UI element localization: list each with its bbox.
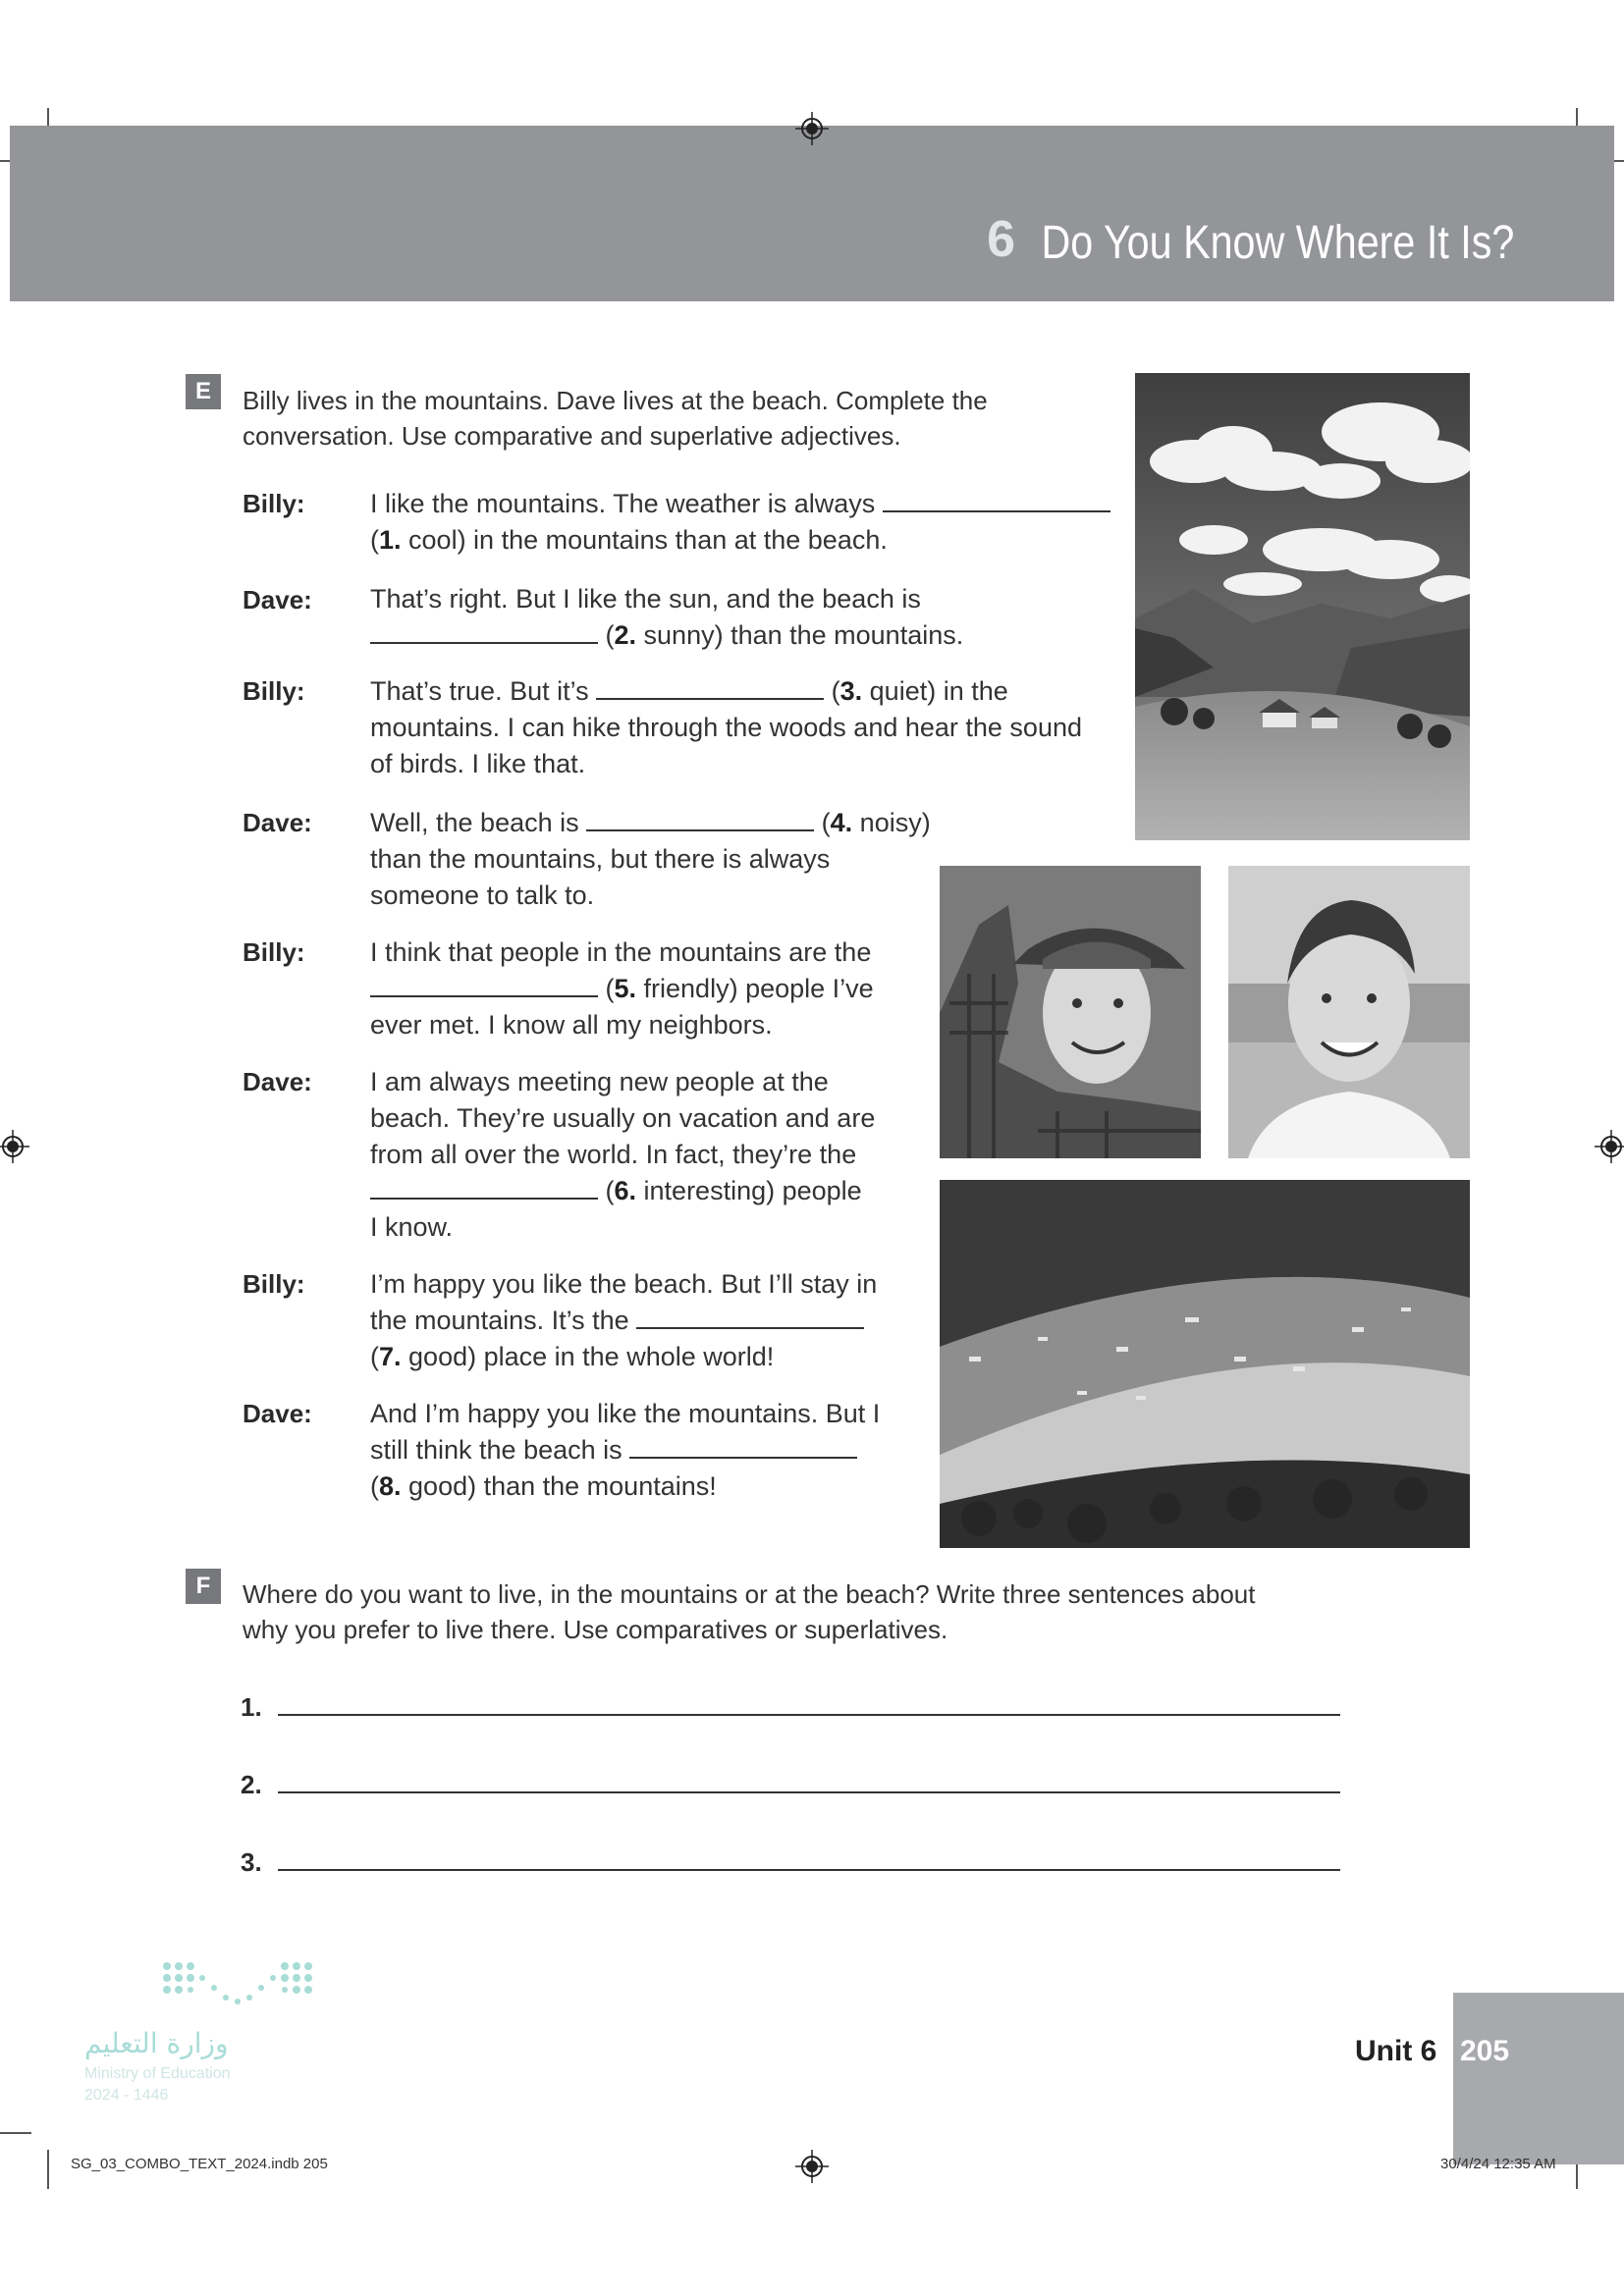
- dialogue-line: someone to talk to.: [370, 881, 595, 910]
- exercise-f-instructions: [243, 1576, 1255, 1647]
- crop-mark: [47, 2150, 49, 2189]
- dialogue-line: the mountains. It’s the: [370, 1303, 864, 1339]
- dialogue-line: That’s right. But I like the sun, and the beach is: [370, 584, 921, 614]
- slug-date: 30/4/24 12:35 AM: [1440, 2156, 1556, 2172]
- dialogue-line: (1. cool) in the mountains than at the beach.: [370, 525, 888, 555]
- answer-blank[interactable]: [370, 974, 598, 997]
- speaker-label: Dave:: [243, 585, 312, 614]
- dialogue-line: I like the mountains. The weather is always: [370, 486, 1110, 522]
- answer-number: 3.: [241, 1847, 262, 1877]
- ministry-logo-english: Ministry of Education: [84, 2065, 231, 2082]
- answer-blank[interactable]: [636, 1306, 864, 1329]
- answer-line[interactable]: [278, 1714, 1340, 1716]
- dialogue-line: (8. good) than the mountains!: [370, 1471, 717, 1501]
- page-number: 205: [1460, 2035, 1510, 2067]
- dave-portrait-photo: [1228, 866, 1470, 1158]
- speaker-label: Billy:: [243, 1269, 305, 1299]
- answer-blank[interactable]: [883, 489, 1110, 512]
- beach-aerial-photo: [940, 1180, 1470, 1548]
- dialogue-line: (7. good) place in the whole world!: [370, 1342, 775, 1371]
- dialogue-line: still think the beach is: [370, 1432, 857, 1468]
- answer-blank[interactable]: [629, 1435, 857, 1459]
- exercise-e-instructions: [243, 383, 988, 454]
- answer-line[interactable]: [278, 1791, 1340, 1793]
- unit-label: Unit 6: [1355, 2035, 1437, 2067]
- ministry-logo-icon: [157, 1958, 324, 2017]
- answer-line[interactable]: [278, 1869, 1340, 1871]
- answer-blank[interactable]: [370, 1176, 598, 1200]
- speaker-label: Dave:: [243, 1399, 312, 1428]
- mountain-landscape-photo: [1135, 373, 1470, 840]
- answer-blank[interactable]: [370, 620, 598, 644]
- billy-portrait-photo: [940, 866, 1201, 1158]
- dialogue-line: than the mountains, but there is always: [370, 844, 831, 874]
- speaker-label: Billy:: [243, 937, 305, 967]
- answer-number: 1.: [241, 1692, 262, 1722]
- exercise-f-badge: F: [186, 1569, 221, 1604]
- instruction-line: conversation. Use comparative and superlative adjectives.: [243, 421, 901, 451]
- answer-blank[interactable]: [596, 676, 824, 700]
- registration-mark-icon: [1595, 1130, 1624, 1163]
- unit-title: Do You Know Where It Is?: [1041, 217, 1514, 269]
- registration-mark-icon: [795, 112, 829, 145]
- speaker-label: Billy:: [243, 489, 305, 518]
- instruction-line: Where do you want to live, in the mountains or at the beach? Write three sentences about: [243, 1579, 1256, 1609]
- unit-number: 6: [987, 211, 1015, 268]
- dialogue-line: I’m happy you like the beach. But I’ll stay in: [370, 1269, 878, 1299]
- header-band: [10, 126, 1614, 301]
- answer-number: 2.: [241, 1770, 262, 1799]
- ministry-logo-year: 2024 - 1446: [84, 2087, 169, 2104]
- page-number-band: [1453, 1993, 1624, 2164]
- dialogue-line: ever met. I know all my neighbors.: [370, 1010, 773, 1040]
- dialogue-line: mountains. I can hike through the woods and hear the sound: [370, 713, 1082, 742]
- speaker-label: Dave:: [243, 808, 312, 837]
- slug-file: SG_03_COMBO_TEXT_2024.indb 205: [71, 2156, 328, 2172]
- registration-mark-icon: [795, 2150, 829, 2183]
- speaker-label: Billy:: [243, 676, 305, 706]
- dialogue-line: That’s true. But it’s (3. quiet) in the: [370, 676, 1008, 706]
- dialogue-line: (6. interesting) people: [370, 1173, 862, 1209]
- instruction-line: why you prefer to live there. Use comparatives or superlatives.: [243, 1615, 948, 1644]
- exercise-e-badge: E: [186, 374, 221, 409]
- dialogue-line: (5. friendly) people I’ve: [370, 971, 874, 1007]
- dialogue-line: (2. sunny) than the mountains.: [370, 617, 963, 654]
- crop-mark: [0, 2132, 31, 2134]
- dialogue-line: from all over the world. In fact, they’re the: [370, 1140, 857, 1169]
- dialogue-line: Well, the beach is (4. noisy): [370, 808, 931, 837]
- dialogue-line: I know.: [370, 1212, 454, 1242]
- instruction-line: Billy lives in the mountains. Dave lives at the beach. Complete the: [243, 386, 988, 415]
- dialogue-line: beach. They’re usually on vacation and are: [370, 1103, 876, 1133]
- answer-blank[interactable]: [586, 808, 814, 831]
- ministry-logo-arabic: وزارة التعليم: [84, 2027, 229, 2059]
- dialogue-line: And I’m happy you like the mountains. But I: [370, 1399, 881, 1428]
- dialogue-line: I am always meeting new people at the: [370, 1067, 829, 1096]
- dialogue-line: of birds. I like that.: [370, 749, 586, 778]
- dialogue-line: I think that people in the mountains are the: [370, 937, 872, 967]
- speaker-label: Dave:: [243, 1067, 312, 1096]
- registration-mark-icon: [0, 1130, 29, 1163]
